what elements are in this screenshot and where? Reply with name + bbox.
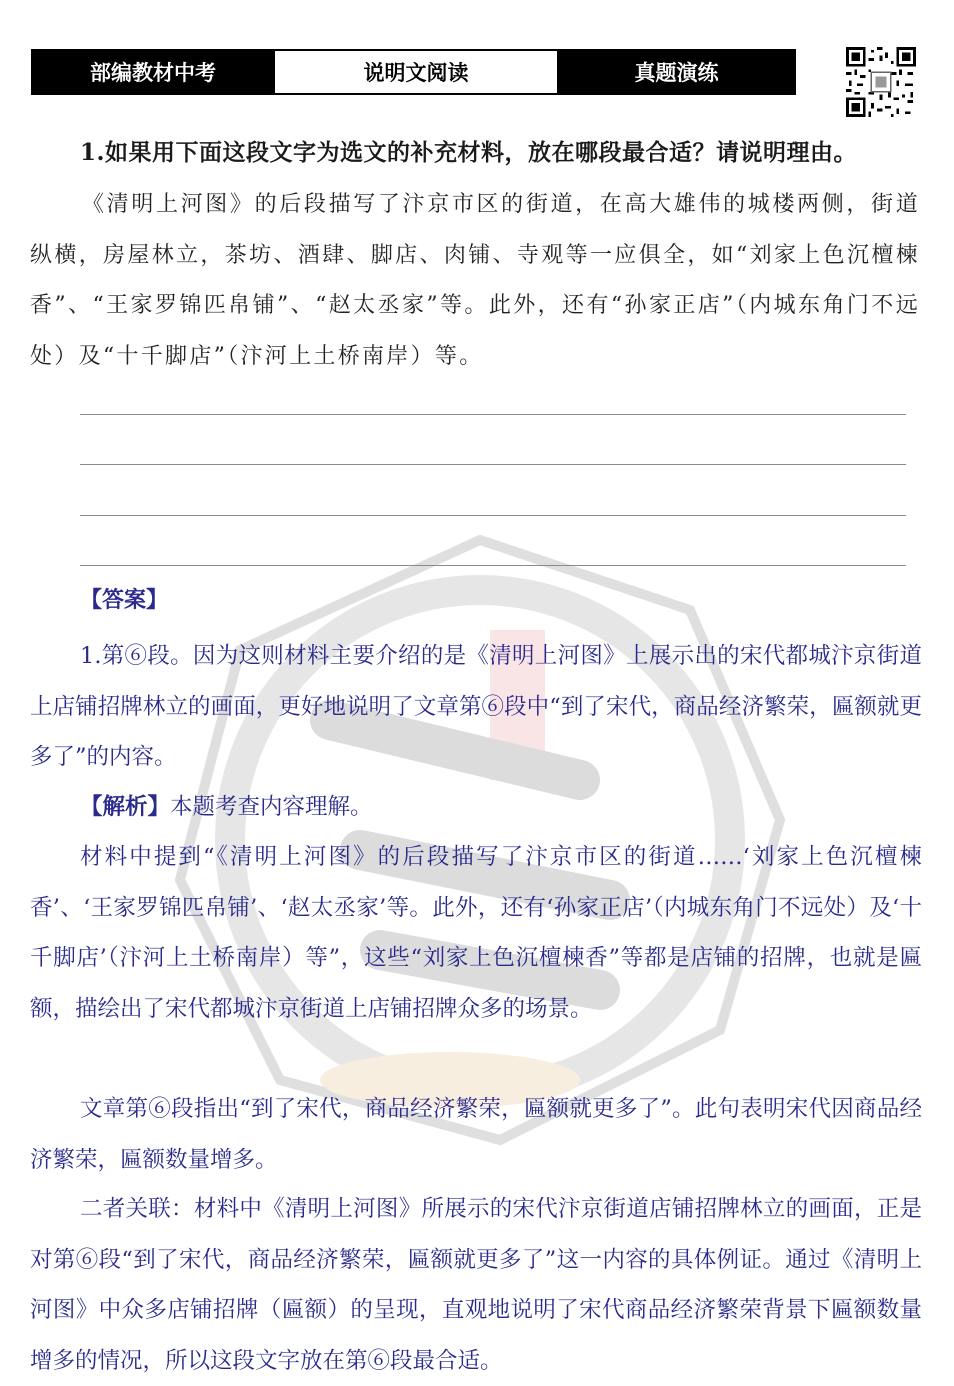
analysis-intro: 本题考查内容理解。: [170, 794, 373, 820]
header-section: 真题演练: [559, 51, 794, 93]
header-bar: [31, 49, 796, 95]
material-paragraph: 《清明上河图》的后段描写了汴京市区的街道，在高大雄伟的城楼两侧，街道纵横，房屋林立，茶坊、酒肆、脚店、肉铺、寺观等一应俱全，如“刘家上色沉檀楝香”、“王家罗锦匹帛铺”、“赵太丞家”等。此外，还有“孙家正店”（内城东角门不远处）及“十千脚店”（汴河上土桥南岸）等。: [30, 192, 920, 369]
answer-text: 1.第⑥段。因为这则材料主要介绍的是《清明上河图》上展示出的宋代都城汴京街道上店铺招牌林立的画面，更好地说明了文章第⑥段中“到了宋代，商品经济繁荣，匾额就更多了”的内容。: [30, 643, 922, 770]
answer-heading: 【答案】: [80, 587, 169, 613]
answer-blank-line: [80, 565, 906, 566]
analysis-heading-line: [30, 782, 922, 833]
answer-blank-line: [80, 515, 906, 516]
analysis-paragraph-1: 材料中提到“《清明上河图》的后段描写了汴京市区的街道……‘刘家上色沉檀楝香’、‘王家罗锦匹帛铺’、‘赵太丞家’等。此外，还有‘孙家正店’（内城东角门不远处）及‘十千脚店’（汴河上土桥南岸）等”，这些“刘家上色沉檀楝香”等都是店铺的招牌，也就是匾额，描绘出了宋代都城汴京街道上店铺招牌众多的场景。: [30, 844, 922, 1022]
analysis-paragraph-2: 文章第⑥段指出“到了宋代，商品经济繁荣，匾额就更多了”。此句表明宋代因商品经济繁荣，匾额数量增多。: [30, 1096, 922, 1173]
question-prompt: 1.如果用下面这段文字为选文的补充材料，放在哪段最合适？请说明理由。: [80, 139, 858, 166]
header-subject: 部编教材中考: [33, 51, 273, 93]
header-topic: 说明文阅读: [273, 51, 559, 93]
answer-blank-line: [80, 414, 906, 415]
qr-code-icon: [846, 47, 916, 117]
analysis-paragraph-3: 二者关联：材料中《清明上河图》所展示的宋代汴京街道店铺招牌林立的画面，正是对第⑥段“到了宋代，商品经济繁荣，匾额就更多了”这一内容的具体例证。通过《清明上河图》中众多店铺招牌（匾额）的呈现，直观地说明了宋代商品经济繁荣背景下匾额数量增多的情况，所以这段文字放在第⑥段最合适。: [30, 1196, 922, 1374]
answer-blank-line: [80, 464, 906, 465]
analysis-heading: 【解析】: [80, 794, 171, 820]
